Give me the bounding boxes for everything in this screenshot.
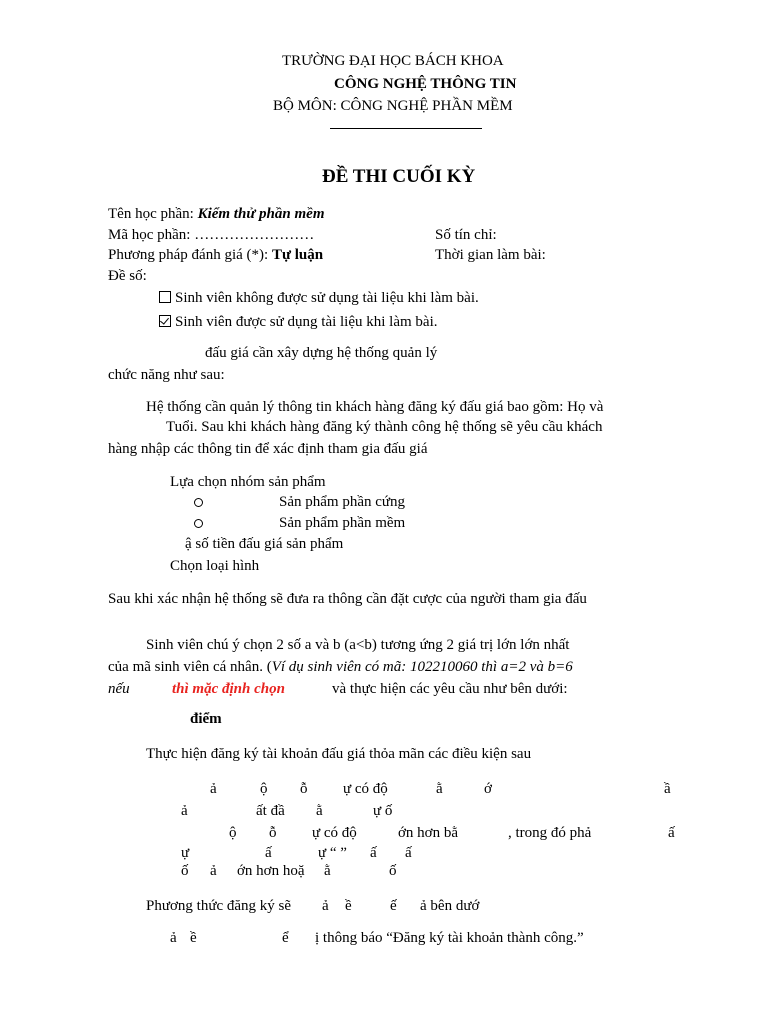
example-italic: Ví dụ sinh viên có mã: 102210060 thì a=2 và b=6 xyxy=(271,659,573,675)
requirement-fragment: ấ xyxy=(668,825,675,841)
university-name: TRƯỜNG ĐẠI HỌC BÁCH KHOA xyxy=(282,53,504,69)
requirement-fragment: ằ xyxy=(324,863,331,879)
score-label: điểm xyxy=(190,711,222,727)
requirement-fragment: ấ xyxy=(405,845,412,861)
course-label: Tên học phần: xyxy=(108,206,198,222)
success-message-fragment: ị thông báo “Đăng ký tài khoản thành công.” xyxy=(315,930,584,946)
requirement-fragment: ớn hơn hoặ xyxy=(237,863,305,879)
requirement-fragment: ớ xyxy=(484,781,492,797)
list-item: ậ số tiền đấu giá sản phẩm xyxy=(185,536,344,552)
requirement-fragment: ỗ xyxy=(269,825,277,841)
requirement-fragment: ớn hơn bằ xyxy=(398,825,459,841)
requirement-intro: Thực hiện đăng ký tài khoản đấu giá thỏa mãn các điều kiện sau xyxy=(146,746,532,762)
paragraph-4-line-1: Sinh viên chú ý chọn 2 số a và b (a<b) tương ứng 2 giá trị lớn lớn nhất xyxy=(146,637,570,653)
method-line-fragment: ề xyxy=(345,898,352,914)
requirement-fragment: ấ xyxy=(370,845,377,861)
requirement-fragment: ả xyxy=(210,781,217,797)
requirement-fragment: ự “ ” xyxy=(318,845,347,861)
time-label: Thời gian làm bài: xyxy=(435,247,546,263)
list-item: Chọn loại hình xyxy=(170,558,260,574)
requirement-fragment: ộ xyxy=(229,825,237,841)
option-no-materials xyxy=(159,289,479,307)
list-bullet-icon xyxy=(194,494,203,512)
header-divider xyxy=(330,128,482,129)
list-sub-item: Sản phẩm phần cứng xyxy=(279,494,406,510)
requirement-fragment: ỗ xyxy=(300,781,308,797)
paragraph-1-line-1: đấu giá cần xây dựng hệ thống quản lý xyxy=(205,345,438,361)
requirement-fragment: ầ xyxy=(664,781,671,797)
requirement-fragment: , trong đó phả xyxy=(508,825,592,841)
requirement-fragment: ự có độ xyxy=(343,781,388,797)
paragraph-3: Sau khi xác nhận hệ thống sẽ đưa ra thông cần đặt cược của người tham gia đấu xyxy=(108,591,587,607)
checkbox-checked-icon xyxy=(159,315,171,327)
requirement-fragment: ằ xyxy=(316,803,323,819)
paragraph-2-line-1: Hệ thống cần quản lý thông tin khách hàng đăng ký đấu giá bao gồm: Họ và xyxy=(146,399,604,415)
success-message-fragment: ả xyxy=(170,930,177,946)
method-line-fragment: ả bên dướ xyxy=(420,898,480,914)
paragraph-1-line-2: chức năng như sau: xyxy=(108,367,225,383)
requirement-fragment: ằ xyxy=(436,781,443,797)
exam-title: ĐỀ THI CUỐI KỲ xyxy=(322,166,476,187)
department-name: BỘ MÔN: CÔNG NGHỆ PHẦN MỀM xyxy=(273,98,513,114)
credits-label: Số tín chỉ: xyxy=(435,227,497,243)
requirement-fragment: ộ xyxy=(260,781,268,797)
requirement-fragment: ự có độ xyxy=(312,825,357,841)
exam-number-label: Đề số: xyxy=(108,268,147,284)
method-value: Tự luận xyxy=(271,247,324,263)
requirement-fragment: ự ố xyxy=(373,803,393,819)
faculty-name: CÔNG NGHỆ THÔNG TIN xyxy=(334,76,517,92)
course-line xyxy=(108,205,324,223)
success-message-fragment: ề xyxy=(190,930,197,946)
method-line-fragment: Phương thức đăng ký sẽ xyxy=(146,898,292,914)
requirement-fragment: ả xyxy=(210,863,217,879)
option-label: Sinh viên được sử dụng tài liệu khi làm bài. xyxy=(175,314,438,330)
list-title: Lựa chọn nhóm sản phẩm xyxy=(170,474,326,490)
requirement-fragment: ấ xyxy=(265,845,272,861)
course-code: Mã học phần: …………………… xyxy=(108,227,315,243)
list-sub-item: Sản phẩm phần mềm xyxy=(279,515,406,531)
method-line-fragment: ả xyxy=(322,898,329,914)
requirement-fragment: ả xyxy=(181,803,188,819)
paragraph-2-line-2: Tuổi. Sau khi khách hàng đăng ký thành công hệ thống sẽ yêu cầu khách xyxy=(166,419,603,435)
requirement-fragment: ố xyxy=(389,863,397,879)
default-choice-red: thì mặc định chọn xyxy=(172,681,285,697)
paragraph-4-if: nếu xyxy=(108,681,130,697)
checkbox-unchecked-icon xyxy=(159,291,171,303)
paragraph-4-end: và thực hiện các yêu cầu như bên dưới: xyxy=(332,681,568,697)
paragraph-2-line-3: hàng nhập các thông tin để xác định tham gia đấu giá xyxy=(108,441,428,457)
paragraph-4-text: của mã sinh viên cá nhân. ( xyxy=(108,659,272,675)
success-message-fragment: ể xyxy=(282,930,289,946)
method-line-fragment: ế xyxy=(390,898,397,914)
course-value: Kiểm thử phần mềm xyxy=(197,206,325,222)
requirement-fragment: ự xyxy=(181,845,190,861)
requirement-fragment: ố xyxy=(181,863,189,879)
option-materials-allowed xyxy=(159,313,438,331)
list-bullet-icon xyxy=(194,515,203,533)
option-label: Sinh viên không được sử dụng tài liệu khi làm bài. xyxy=(175,290,479,306)
paragraph-4-line-2 xyxy=(108,658,573,676)
method-line xyxy=(108,246,323,264)
method-label: Phương pháp đánh giá (*): xyxy=(108,247,272,263)
requirement-fragment: ất đầ xyxy=(256,803,285,819)
